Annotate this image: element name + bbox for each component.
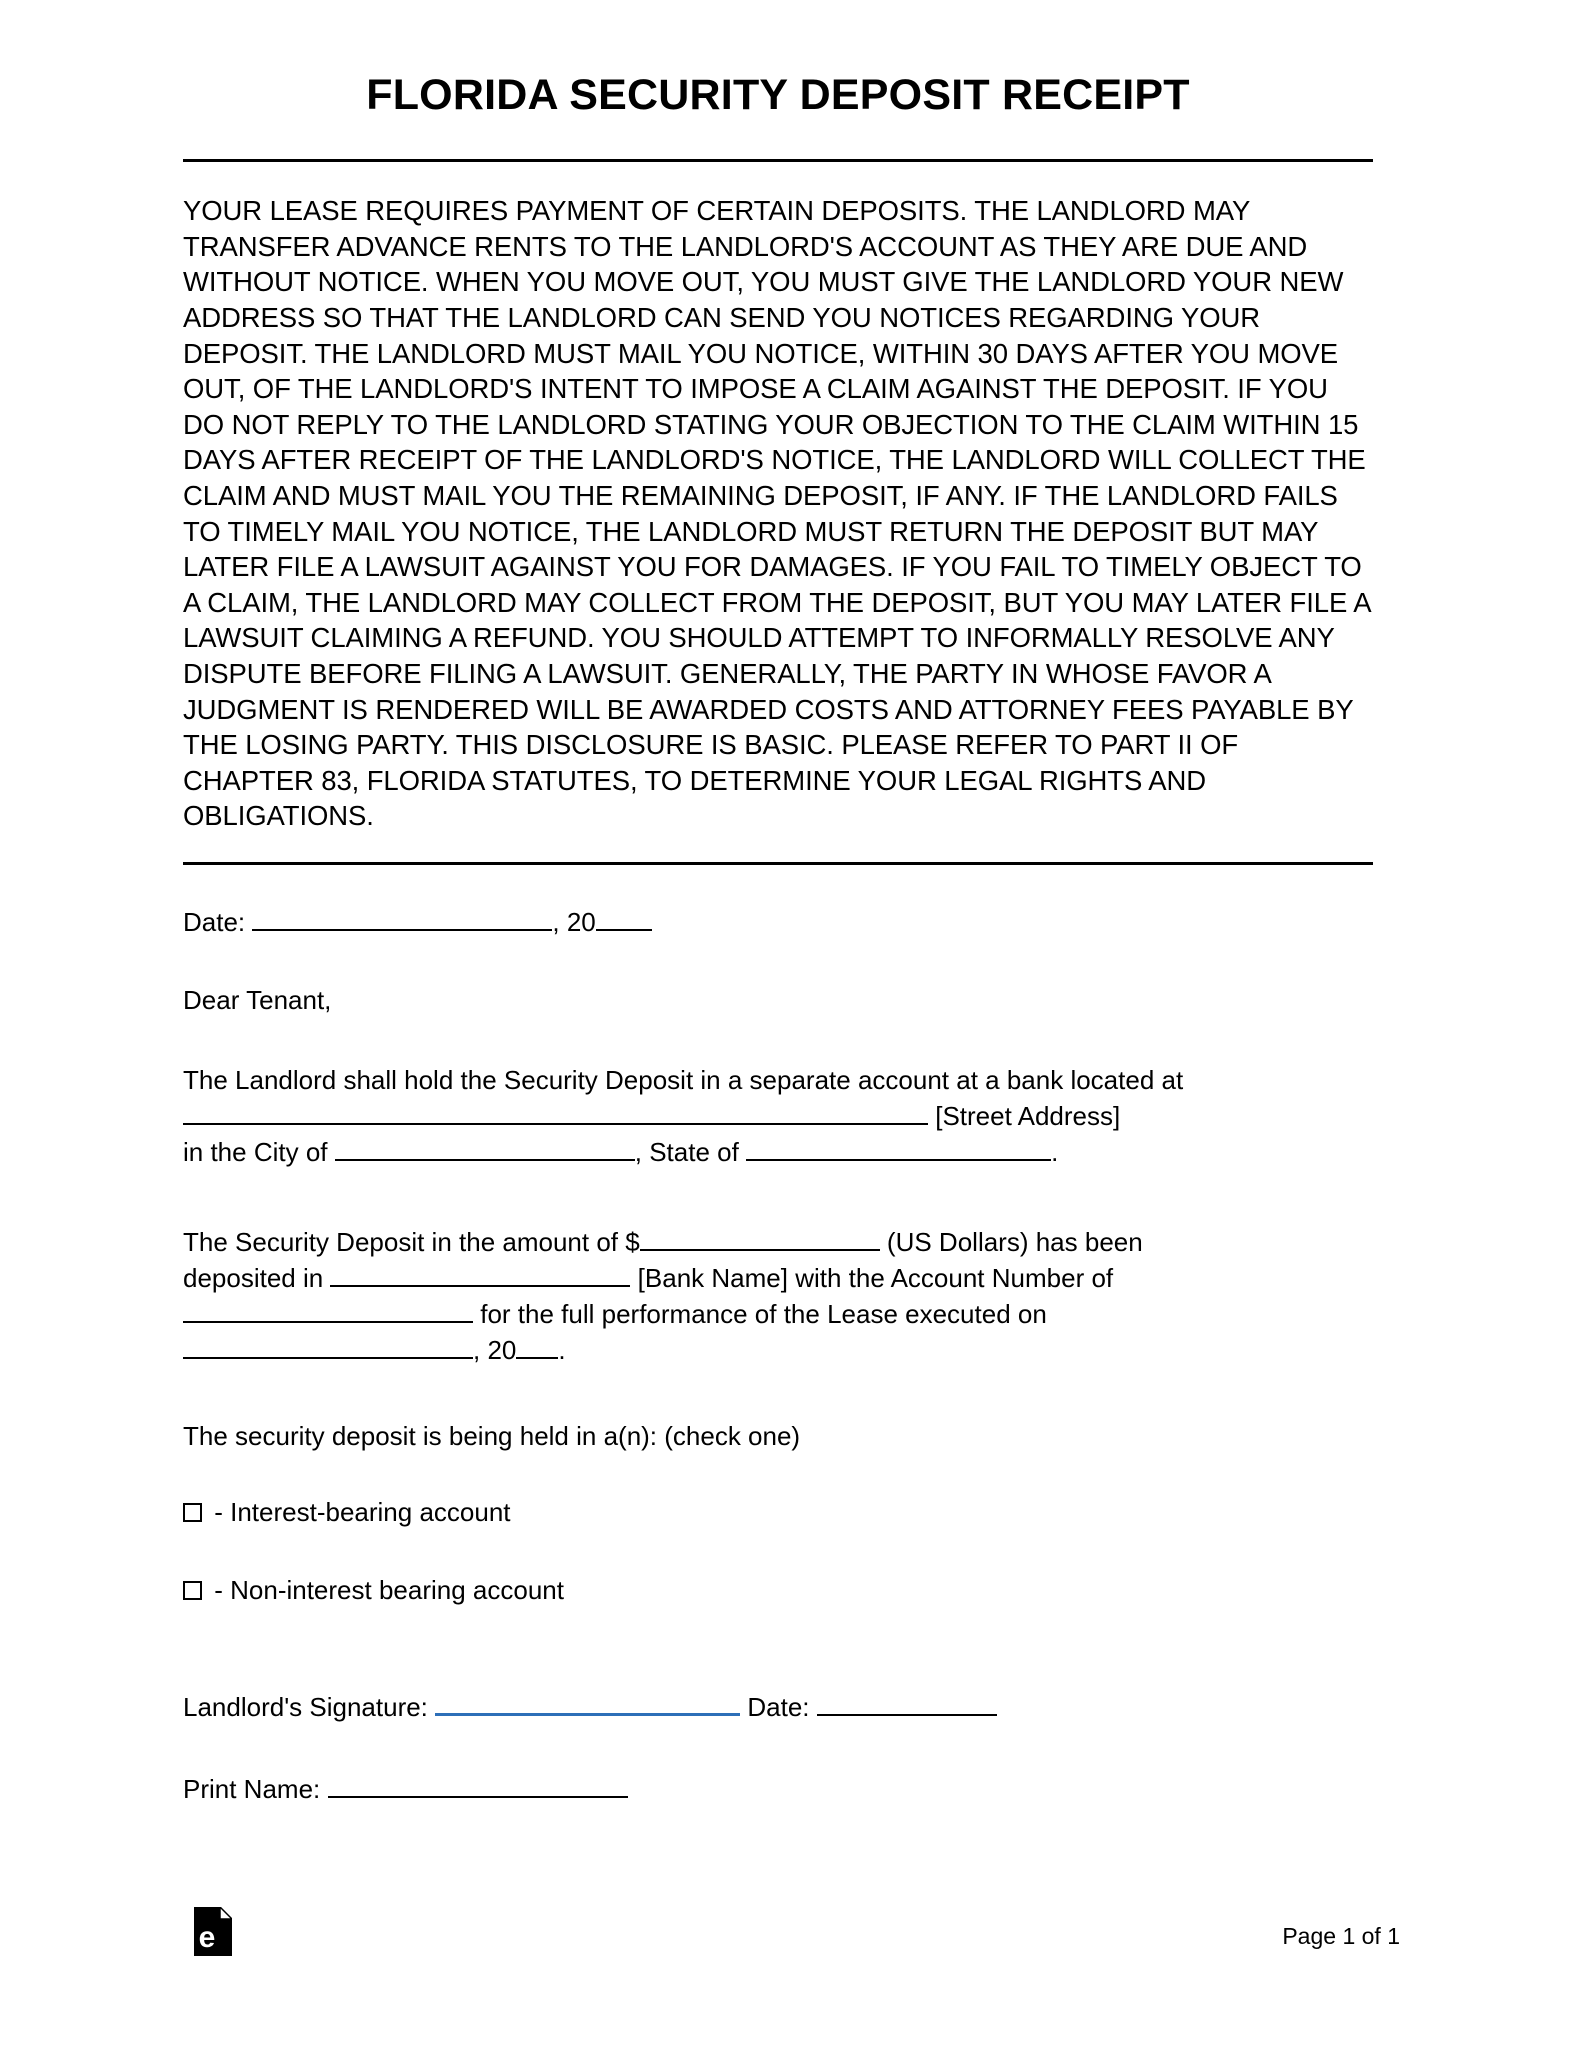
- lease-year-blank[interactable]: [516, 1331, 558, 1359]
- landlord-signature-row: [183, 1687, 1373, 1724]
- landlord-signature-blank[interactable]: [435, 1687, 740, 1716]
- landlord-signature-label: Landlord's Signature:: [183, 1691, 428, 1722]
- option-interest-bearing-label: - Interest-bearing account: [214, 1496, 511, 1527]
- date-year-blank[interactable]: [596, 903, 652, 931]
- disclosure-paragraph: YOUR LEASE REQUIRES PAYMENT OF CERTAIN DEPOSITS. THE LANDLORD MAY TRANSFER ADVANCE RENTS TO THE LANDLORD'S ACCOUNT AS THEY ARE DUE AND WITHOUT NOTICE. WHEN YOU MOVE OUT, YOU MUST GIVE THE LANDLORD YOUR NEW ADDRESS SO THAT THE LANDLORD CAN SEND YOU NOTICES REGARDING YOUR DEPOSIT. THE LANDLORD MUST MAIL YOU NOTICE, WITHIN 30 DAYS AFTER YOU MOVE OUT, OF THE LANDLORD'S INTENT TO IMPOSE A CLAIM AGAINST THE DEPOSIT. IF YOU DO NOT REPLY TO THE LANDLORD STATING YOUR OBJECTION TO THE CLAIM WITHIN 15 DAYS AFTER RECEIPT OF THE LANDLORD'S NOTICE, THE LANDLORD WILL COLLECT THE CLAIM AND MUST MAIL YOU THE REMAINING DEPOSIT, IF ANY. IF THE LANDLORD FAILS TO TIMELY MAIL YOU NOTICE, THE LANDLORD MUST RETURN THE DEPOSIT BUT MAY LATER FILE A LAWSUIT AGAINST YOU FOR DAMAGES. IF YOU FAIL TO TIMELY OBJECT TO A CLAIM, THE LANDLORD MAY COLLECT FROM THE DEPOSIT, BUT YOU MAY LATER FILE A LAWSUIT CLAIMING A REFUND. YOU SHOULD ATTEMPT TO INFORMALLY RESOLVE ANY DISPUTE BEFORE FILING A LAWSUIT. GENERALLY, THE PARTY IN WHOSE FAVOR A JUDGMENT IS RENDERED WILL BE AWARDED COSTS AND ATTORNEY FEES PAYABLE BY THE LOSING PARTY. THIS DISCLOSURE IS BASIC. PLEASE REFER TO PART II OF CHAPTER 83, FLORIDA STATUTES, TO DETERMINE YOUR LEGAL RIGHTS AND OBLIGATIONS.: [183, 195, 1370, 832]
- date-row: [183, 903, 1373, 939]
- checkbox-non-interest-bearing[interactable]: [183, 1581, 202, 1600]
- deposit-amount-row: [183, 1223, 1373, 1259]
- street-address-label: [Street Address]: [935, 1100, 1121, 1131]
- bank-location-line-1: The Landlord shall hold the Security Deposit in a separate account at a bank located at: [183, 1064, 1184, 1095]
- disclosure-divider: [183, 862, 1373, 865]
- date-year-label: , 20: [552, 906, 596, 937]
- city-state-row: [183, 1133, 1373, 1169]
- option-non-interest-bearing[interactable]: [183, 1573, 1373, 1607]
- street-address-row: [183, 1097, 1373, 1133]
- eforms-logo-letter: e: [198, 1921, 216, 1954]
- date-input-blank[interactable]: [252, 903, 552, 931]
- document-content: [183, 0, 1373, 1806]
- lease-date-blank[interactable]: [183, 1331, 473, 1359]
- print-name-blank[interactable]: [328, 1770, 628, 1798]
- print-name-row: [183, 1770, 1373, 1806]
- deposit-amount-label: The Security Deposit in the amount of $: [183, 1226, 640, 1257]
- state-label: , State of: [634, 1136, 739, 1167]
- bank-name-blank[interactable]: [330, 1259, 630, 1287]
- deposit-amount-suffix: (US Dollars) has been: [879, 1226, 1143, 1257]
- street-address-blank[interactable]: [183, 1097, 928, 1125]
- date-label: Date:: [183, 906, 246, 937]
- city-label: in the City of: [183, 1136, 328, 1167]
- signature-date-label: Date:: [747, 1691, 810, 1722]
- bank-name-row: [183, 1259, 1373, 1295]
- deposit-amount-blank[interactable]: [640, 1223, 880, 1251]
- deposited-in-label: deposited in: [183, 1262, 331, 1293]
- salutation: Dear Tenant,: [183, 984, 332, 1015]
- letter-body: [183, 903, 1373, 1806]
- eforms-logo-icon: [194, 1907, 232, 1956]
- signature-date-blank[interactable]: [817, 1688, 997, 1716]
- city-blank[interactable]: [335, 1133, 635, 1161]
- account-number-row: [183, 1295, 1373, 1331]
- state-period: .: [1051, 1136, 1059, 1167]
- page-title: FLORIDA SECURITY DEPOSIT RECEIPT: [366, 71, 1190, 119]
- deposit-amount-paragraph: [183, 1223, 1373, 1367]
- lease-date-period: .: [558, 1334, 566, 1365]
- check-one-prompt: The security deposit is being held in a(n): (check one): [183, 1420, 801, 1451]
- option-non-interest-bearing-label: - Non-interest bearing account: [214, 1574, 564, 1605]
- page-footer: [183, 1904, 1400, 1956]
- option-interest-bearing[interactable]: [183, 1495, 1373, 1529]
- lease-performance-label: for the full performance of the Lease executed on: [473, 1298, 1047, 1329]
- bank-location-paragraph: [183, 1063, 1373, 1169]
- bank-name-label: [Bank Name] with the Account Number of: [630, 1262, 1114, 1293]
- title-divider: [183, 159, 1373, 162]
- lease-date-row: [183, 1331, 1373, 1367]
- account-number-blank[interactable]: [183, 1295, 473, 1323]
- page-number: Page 1 of 1: [1282, 1923, 1400, 1949]
- state-blank[interactable]: [746, 1133, 1051, 1161]
- lease-year-label: , 20: [473, 1334, 517, 1365]
- checkbox-interest-bearing[interactable]: [183, 1503, 202, 1522]
- print-name-label: Print Name:: [183, 1773, 321, 1804]
